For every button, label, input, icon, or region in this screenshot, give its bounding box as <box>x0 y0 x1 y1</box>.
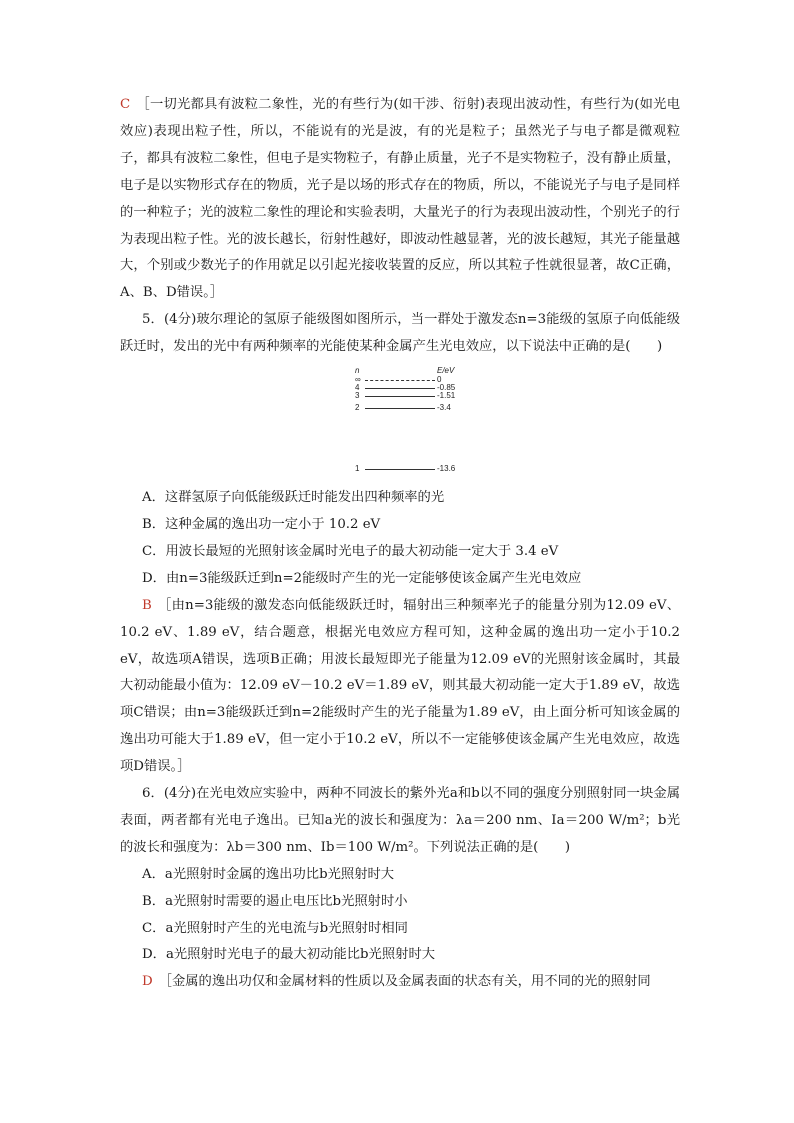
answer-letter: D <box>142 974 153 990</box>
q5-option-a: A．这群氢原子向低能级跃迁时能发出四种频率的光 <box>142 490 445 506</box>
level-2-energy: -3.4 <box>437 403 451 413</box>
level-3-line <box>365 396 435 397</box>
q6-answer <box>120 969 680 996</box>
q6-stem: 6．(4分)在光电效应实验中，两种不同波长的紫外光a和b以不同的强度分别照射同一块金属表面，两者都有光电子逸出。已知a光的波长和强度为：λa＝200 nm、Ia＝200 W/m²；b光的波长和强度为：λb＝300 nm、Ib＝100 W/m²。下列说法正确的是( ) <box>120 786 680 855</box>
energy-axis-label: E/eV <box>437 366 455 376</box>
answer-explanation: ［由n=3能级的激发态向低能级跃迁时，辐射出三种频率光子的能量分别为12.09 eV、10.2 eV、1.89 eV，结合题意，根据光电效应方程可知，这种金属的逸出功一定小于10.2 eV，故选项A错误，选项B正确；用波长最短即光子能量为12.09 eV的光照射该金属时，其最大初动能最小值为：12.09 eV－10.2 eV＝1.89 eV，则其最大初动能一定大于1.89 eV，故选项C错误；由n=3能级跃迁到n=2能级时产生的光子能量为1.89 eV，由上面分析可知该金属的逸出功可能大于1.89 eV，但一定小于10.2 eV，所以不一定能够使该金属产生光电效应，故选项D错误。］ <box>120 597 680 775</box>
q5-option-d: D．由n=3能级跃迁到n=2能级时产生的光一定能够使该金属产生光电效应 <box>142 570 582 586</box>
q5-option-b: B．这种金属的逸出功一定小于 10.2 eV <box>142 516 381 532</box>
answer-letter: C <box>120 97 131 112</box>
q5-answer <box>120 593 680 781</box>
document-page <box>120 92 680 996</box>
level-inf-energy: 0 <box>437 375 442 385</box>
n-axis-label: n <box>355 366 360 376</box>
level-2-line <box>365 408 435 409</box>
q6-option-a: A．a光照射时金属的逸出功比b光照射时大 <box>142 866 395 882</box>
answer-explanation: ［金属的逸出功仅和金属材料的性质以及金属表面的状态有关，用不同的光的照射同 <box>158 974 651 990</box>
level-1-n: 1 <box>355 464 360 474</box>
level-3-n: 3 <box>355 391 360 401</box>
answer-letter: B <box>142 597 152 613</box>
q6-option-b: B．a光照射时需要的遏止电压比b光照射时小 <box>142 893 408 909</box>
energy-level-diagram <box>355 367 475 479</box>
level-4-n: 4 <box>355 383 360 393</box>
level-4-energy: -0.85 <box>437 383 456 393</box>
q4-answer <box>120 92 680 307</box>
q6-option-d: D．a光照射时光电子的最大初动能比b光照射时大 <box>142 947 436 963</box>
q5-stem: 5．(4分)玻尔理论的氢原子能级图如图所示，当一群处于激发态n=3能级的氢原子向低能级跃迁时，发出的光中有两种频率的光能使某种金属产生光电效应，以下说法中正确的是( ) <box>120 312 680 355</box>
level-1-line <box>365 469 435 470</box>
level-2-n: 2 <box>355 403 360 413</box>
q5-option-c: C．用波长最短的光照射该金属时光电子的最大初动能一定大于 3.4 eV <box>142 543 559 559</box>
level-3-energy: -1.51 <box>437 391 456 401</box>
level-4-line <box>365 388 435 389</box>
level-inf-line <box>365 380 435 381</box>
level-1-energy: -13.6 <box>437 464 456 474</box>
level-inf-n: ∞ <box>355 375 361 385</box>
q6-option-c: C．a光照射时产生的光电流与b光照射时相同 <box>142 920 408 936</box>
answer-explanation: ［一切光都具有波粒二象性，光的有些行为(如干涉、衍射)表现出波动性，有些行为(如光电效应)表现出粒子性，所以，不能说有的光是波，有的光是粒子；虽然光子与电子都是微观粒子，都具有波粒二象性，但电子是实物粒子，有静止质量，光子不是实物粒子，没有静止质量，电子是以实物形式存在的物质，光子是以场的形式存在的物质，所以，不能说光子与电子是同样的一种粒子；光的波粒二象性的理论和实验表明，大量光子的行为表现出波动性，个别光子的行为表现出粒子性。光的波长越长，衍射性越好，即波动性越显著，光的波长越短，其光子能量越大，个别或少数光子的作用就足以引起光接收装置的反应，所以其粒子性就很显著，故C正确，A、B、D错误。］ <box>120 97 680 301</box>
